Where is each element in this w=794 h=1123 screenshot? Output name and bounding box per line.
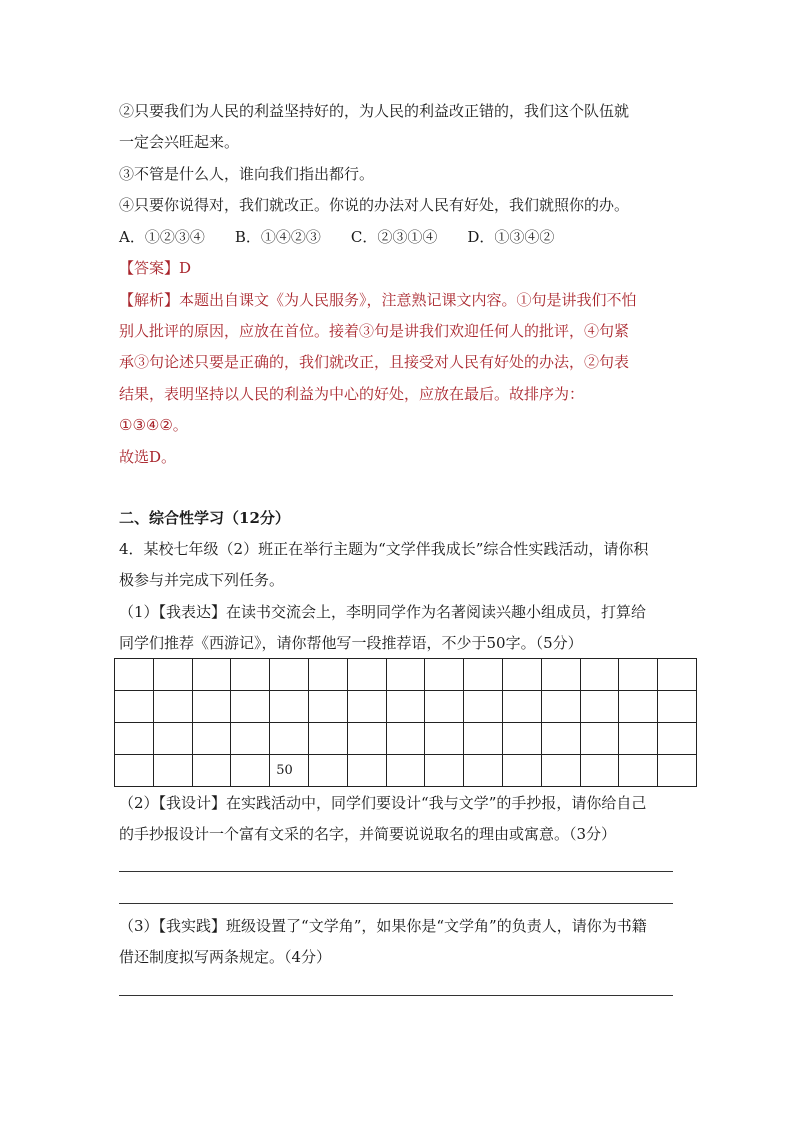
grid-cell[interactable] xyxy=(347,691,386,723)
answer-line xyxy=(119,258,679,278)
grid-row xyxy=(115,755,697,787)
task-2-line-2: 的手抄报设计一个富有文采的名字，并简要说说取名的理由或寓意。（3分） xyxy=(119,825,617,843)
grid-cell[interactable] xyxy=(580,755,619,787)
grid-cell[interactable] xyxy=(115,723,154,755)
grid-cell[interactable] xyxy=(192,691,231,723)
question-4-line-1: 4．某校七年级（2）班正在举行主题为“文学伴我成长”综合性实践活动，请你积 xyxy=(119,540,649,558)
grid-cell[interactable] xyxy=(192,659,231,691)
task-2-line-1: （2）【我设计】在实践活动中，同学们要设计“我与文学”的手抄报，请你给自己 xyxy=(119,794,647,812)
analysis-text-1: 本题出自课文《为人民服务》，注意熟记课文内容。①句是讲我们不怕 xyxy=(179,291,637,309)
analysis-line-1 xyxy=(119,290,679,310)
grid-cell[interactable] xyxy=(270,723,309,755)
analysis-conclusion: 故选D。 xyxy=(119,448,177,466)
grid-cell[interactable] xyxy=(464,723,503,755)
grid-cell[interactable] xyxy=(425,755,464,787)
grid-cell[interactable] xyxy=(308,659,347,691)
analysis-line-3: 承③句论述只要是正确的，我们就改正，且接受对人民有好处的办法，②句表 xyxy=(119,353,630,371)
task-1-line-2: 同学们推荐《西游记》，请你帮他写一段推荐语，不少于50字。（5分） xyxy=(119,634,583,652)
grid-cell[interactable] xyxy=(425,723,464,755)
grid-cell[interactable] xyxy=(270,691,309,723)
grid-cell[interactable] xyxy=(386,723,425,755)
grid-cell[interactable] xyxy=(347,755,386,787)
task-3-line-2: 借还制度拟写两条规定。（4分） xyxy=(119,948,332,966)
grid-count-marker: 50 xyxy=(276,763,293,778)
sentence-2: ②只要我们为人民的利益坚持好的，为人民的利益改正错的，我们这个队伍就 xyxy=(119,102,630,120)
grid-cell[interactable] xyxy=(231,691,270,723)
grid-cell-50[interactable] xyxy=(270,755,309,787)
grid-cell[interactable] xyxy=(386,691,425,723)
grid-row xyxy=(115,691,697,723)
answer-line-task-3[interactable] xyxy=(119,995,673,996)
sentence-3: ③不管是什么人，谁向我们指出都行。 xyxy=(119,165,375,183)
answer-line-task-2-b[interactable] xyxy=(119,903,673,904)
grid-cell[interactable] xyxy=(541,659,580,691)
grid-cell[interactable] xyxy=(386,659,425,691)
analysis-line-5: ①③④②。 xyxy=(119,416,188,434)
grid-cell[interactable] xyxy=(619,723,658,755)
answer-label: 【答案】 xyxy=(119,259,180,277)
grid-cell[interactable] xyxy=(270,659,309,691)
grid-row xyxy=(115,723,697,755)
section-heading: 二、综合性学习（12分） xyxy=(119,509,290,527)
grid-cell[interactable] xyxy=(153,691,192,723)
grid-cell[interactable] xyxy=(580,659,619,691)
grid-cell[interactable] xyxy=(231,755,270,787)
grid-cell[interactable] xyxy=(464,691,503,723)
grid-cell[interactable] xyxy=(502,755,541,787)
answer-value: D xyxy=(179,259,192,277)
grid-cell[interactable] xyxy=(658,691,697,723)
grid-cell[interactable] xyxy=(115,755,154,787)
grid-cell[interactable] xyxy=(502,691,541,723)
grid-cell[interactable] xyxy=(464,755,503,787)
grid-cell[interactable] xyxy=(541,723,580,755)
analysis-line-4: 结果，表明坚持以人民的利益为中心的好处，应放在最后。故排序为： xyxy=(119,385,585,403)
grid-cell[interactable] xyxy=(308,723,347,755)
task-3-line-1: （3）【我实践】班级设置了“文学角”，如果你是“文学角”的负责人，请你为书籍 xyxy=(119,917,647,935)
question-4-line-2: 极参与并完成下列任务。 xyxy=(119,571,285,589)
grid-cell[interactable] xyxy=(192,723,231,755)
grid-cell[interactable] xyxy=(541,691,580,723)
grid-cell[interactable] xyxy=(308,691,347,723)
grid-cell[interactable] xyxy=(658,723,697,755)
grid-cell[interactable] xyxy=(231,723,270,755)
analysis-line-2: 别人批评的原因，应放在首位。接着③句是讲我们欢迎任何人的批评，④句紧 xyxy=(119,322,630,340)
grid-cell[interactable] xyxy=(619,659,658,691)
grid-cell[interactable] xyxy=(580,691,619,723)
grid-cell[interactable] xyxy=(308,755,347,787)
grid-cell[interactable] xyxy=(192,755,231,787)
grid-cell[interactable] xyxy=(502,659,541,691)
answer-line-task-2-a[interactable] xyxy=(119,871,673,872)
sentence-4: ④只要你说得对，我们就改正。你说的办法对人民有好处，我们就照你的办。 xyxy=(119,196,630,214)
grid-cell[interactable] xyxy=(502,723,541,755)
grid-cell[interactable] xyxy=(153,755,192,787)
grid-cell[interactable] xyxy=(541,755,580,787)
grid-cell[interactable] xyxy=(619,691,658,723)
grid-cell[interactable] xyxy=(425,659,464,691)
grid-cell[interactable] xyxy=(115,659,154,691)
grid-cell[interactable] xyxy=(386,755,425,787)
grid-cell[interactable] xyxy=(464,659,503,691)
answer-options: A．①②③④ B．①④②③ C．②③①④ D．①③④② xyxy=(119,228,555,246)
analysis-label: 【解析】 xyxy=(119,291,180,309)
grid-cell[interactable] xyxy=(231,659,270,691)
grid-cell[interactable] xyxy=(658,755,697,787)
grid-cell[interactable] xyxy=(580,723,619,755)
writing-grid[interactable] xyxy=(114,658,697,787)
grid-cell[interactable] xyxy=(153,659,192,691)
grid-cell[interactable] xyxy=(619,755,658,787)
grid-cell[interactable] xyxy=(115,691,154,723)
grid-cell[interactable] xyxy=(347,723,386,755)
grid-cell[interactable] xyxy=(658,659,697,691)
grid-cell[interactable] xyxy=(153,723,192,755)
grid-row xyxy=(115,659,697,691)
task-1-line-1: （1）【我表达】在读书交流会上，李明同学作为名著阅读兴趣小组成员，打算给 xyxy=(119,603,647,621)
grid-cell[interactable] xyxy=(425,691,464,723)
grid-cell[interactable] xyxy=(347,659,386,691)
sentence-2-continued: 一定会兴旺起来。 xyxy=(119,133,240,151)
